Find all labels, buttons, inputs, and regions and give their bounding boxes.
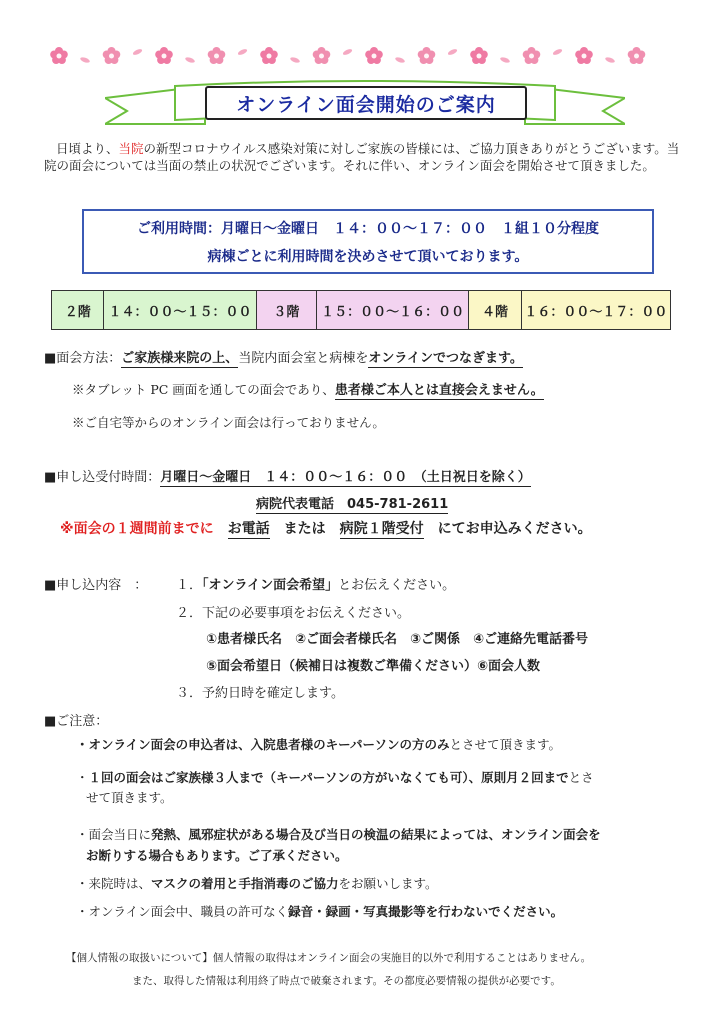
petal-icon <box>132 48 143 56</box>
required-items-2: ⑤面会希望日（候補日は複数ご準備ください）⑥面会人数 <box>206 659 541 674</box>
petal-icon <box>185 56 196 64</box>
item-number: １． <box>176 578 203 593</box>
table-row <box>52 291 671 330</box>
petal-icon <box>605 56 616 64</box>
content-label: ■申し込内容 ： <box>44 578 148 593</box>
petal-icon <box>395 56 406 64</box>
intro-hospital: 当院 <box>118 141 144 156</box>
required-items-1: ①患者様氏名 ②ご面会者様氏名 ③ご関係 ④ご連絡先電話番号 <box>206 632 589 647</box>
caution-text: ・オンライン面会中、職員の許可なく <box>76 904 289 919</box>
hours-line-1: ご利用時間：月曜日～金曜日 １４：００～１７：００ １組１０分程度 <box>137 220 599 237</box>
petal-icon <box>290 56 301 64</box>
apply-text: にてお申込みください。 <box>437 521 592 537</box>
petal-icon <box>342 48 353 56</box>
flower-icon <box>628 47 646 64</box>
flower-icon <box>418 47 436 64</box>
floor-schedule-table <box>51 290 671 330</box>
caution-item-3 <box>76 825 601 843</box>
phone-number: 病院代表電話 045-781-2611 <box>256 497 449 512</box>
reception-time: 月曜日～金曜日 １４：００～１６：００ （土日祝日を除く） <box>160 470 531 485</box>
reception-line <box>44 466 531 485</box>
method-label: ■面会方法： <box>44 351 122 366</box>
method-note-1 <box>72 379 544 398</box>
time-cell: １５：００～１６：００ <box>317 291 469 330</box>
caution-item-3-cont: お断りする場合もあります。ご了承ください。 <box>86 848 348 863</box>
floor-cell: ２階 <box>52 291 104 330</box>
privacy-notice-2: また、取得した情報は利用終了時点で破棄されます。その都度必要情報の提供が必要です。 <box>132 975 561 987</box>
petal-icon <box>447 48 458 56</box>
caution-emphasis: ・オンライン面会の申込者は、入院患者様のキーパーソンの方のみ <box>76 737 450 752</box>
caution-dot: ・ <box>76 770 89 785</box>
caution-emphasis: 発熱、風邪症状がある場合及び当日の検温の結果によっては、オンライン面会を <box>151 827 601 842</box>
caution-emphasis: 録音・録画・写真撮影等を行わないでください。 <box>288 904 564 919</box>
caution-text: ・面会当日に <box>76 827 152 842</box>
method-emphasis-2: オンラインでつなぎます。 <box>368 351 523 366</box>
caution-text: ・来院時は、 <box>76 876 152 891</box>
hours-box <box>82 209 654 274</box>
caution-text: とさ <box>568 770 594 785</box>
flower-icon <box>470 47 488 64</box>
content-item-3: ３．予約日時を確定します。 <box>176 686 344 701</box>
flower-icon <box>50 47 68 64</box>
flower-icon <box>575 47 593 64</box>
page-title: オンライン面会開始のご案内 <box>205 86 527 120</box>
petal-icon <box>552 48 563 56</box>
content-item-1 <box>176 574 455 593</box>
hours-line-2: 病棟ごとに利用時間を決めさせて頂いております。 <box>207 248 529 265</box>
reception-label: ■申し込受付時間： <box>44 470 161 485</box>
method-line <box>44 347 523 366</box>
caution-text-end: をお願いします。 <box>338 876 438 891</box>
flower-icon <box>365 47 383 64</box>
reception-phone <box>256 493 448 512</box>
caution-item-5 <box>76 902 563 920</box>
or-text: または <box>283 521 326 537</box>
item-emphasis: 「オンライン面会希望」 <box>202 578 339 593</box>
intro-text: 日頃より、 <box>56 141 119 156</box>
deadline-text: ※面会の１週間前までに <box>60 521 214 537</box>
caution-label: ■ご注意： <box>44 714 109 729</box>
caution-item-2-cont: せて頂きます。 <box>86 790 173 805</box>
intro-paragraph <box>44 140 684 174</box>
by-phone: お電話 <box>227 521 270 537</box>
intro-text-rest: の新型コロナウイルス感染対策に対しご家族の皆様には、ご協力頂きありがとうございます。当院の面会については当面の禁止の状況でございます。それに伴い、オンライン面会を開始させて頂きました。 <box>44 141 680 173</box>
petal-icon <box>237 48 248 56</box>
reception-desk: 病院１階受付 <box>339 521 424 537</box>
method-text: 当院内面会室と病棟を <box>238 351 369 366</box>
petal-icon <box>80 56 91 64</box>
caution-text: とさせて頂きます。 <box>449 737 562 752</box>
privacy-notice-1: 【個人情報の取扱いについて】個人情報の取得はオンライン面会の実施目的以外で利用することはありません。 <box>66 952 592 964</box>
method-emphasis: ご家族様来院の上、 <box>121 351 239 366</box>
time-cell: １６：００～１７：００ <box>521 291 670 330</box>
time-cell: １４：００～１５：００ <box>104 291 256 330</box>
flower-icon <box>260 47 278 64</box>
caution-emphasis: １回の面会はご家族様３人まで（キーパーソンの方がいなくても可）、原則月２回まで <box>88 770 569 785</box>
flower-icon <box>103 47 121 64</box>
item-text: とお伝えください。 <box>338 578 456 593</box>
floor-cell: ３階 <box>256 291 316 330</box>
reception-deadline-line <box>60 518 592 538</box>
flower-icon <box>523 47 541 64</box>
note-emphasis: 患者様ご本人とは直接会えません。 <box>334 383 544 398</box>
flower-icon <box>155 47 173 64</box>
note-text: ※タブレット PC 画面を通しての面会であり、 <box>72 382 335 397</box>
caution-emphasis: マスクの着用と手指消毒のご協力 <box>151 876 339 891</box>
petal-icon <box>500 56 511 64</box>
flower-border <box>45 44 685 68</box>
flower-icon <box>208 47 226 64</box>
method-note-2: ※ご自宅等からのオンライン面会は行っておりません。 <box>72 415 385 430</box>
floor-cell: ４階 <box>469 291 521 330</box>
content-item-2: ２．下記の必要事項をお伝えください。 <box>176 606 411 621</box>
caution-item-4 <box>76 874 438 892</box>
caution-item-1 <box>76 735 561 753</box>
caution-item-2 <box>76 768 594 786</box>
flower-icon <box>313 47 331 64</box>
